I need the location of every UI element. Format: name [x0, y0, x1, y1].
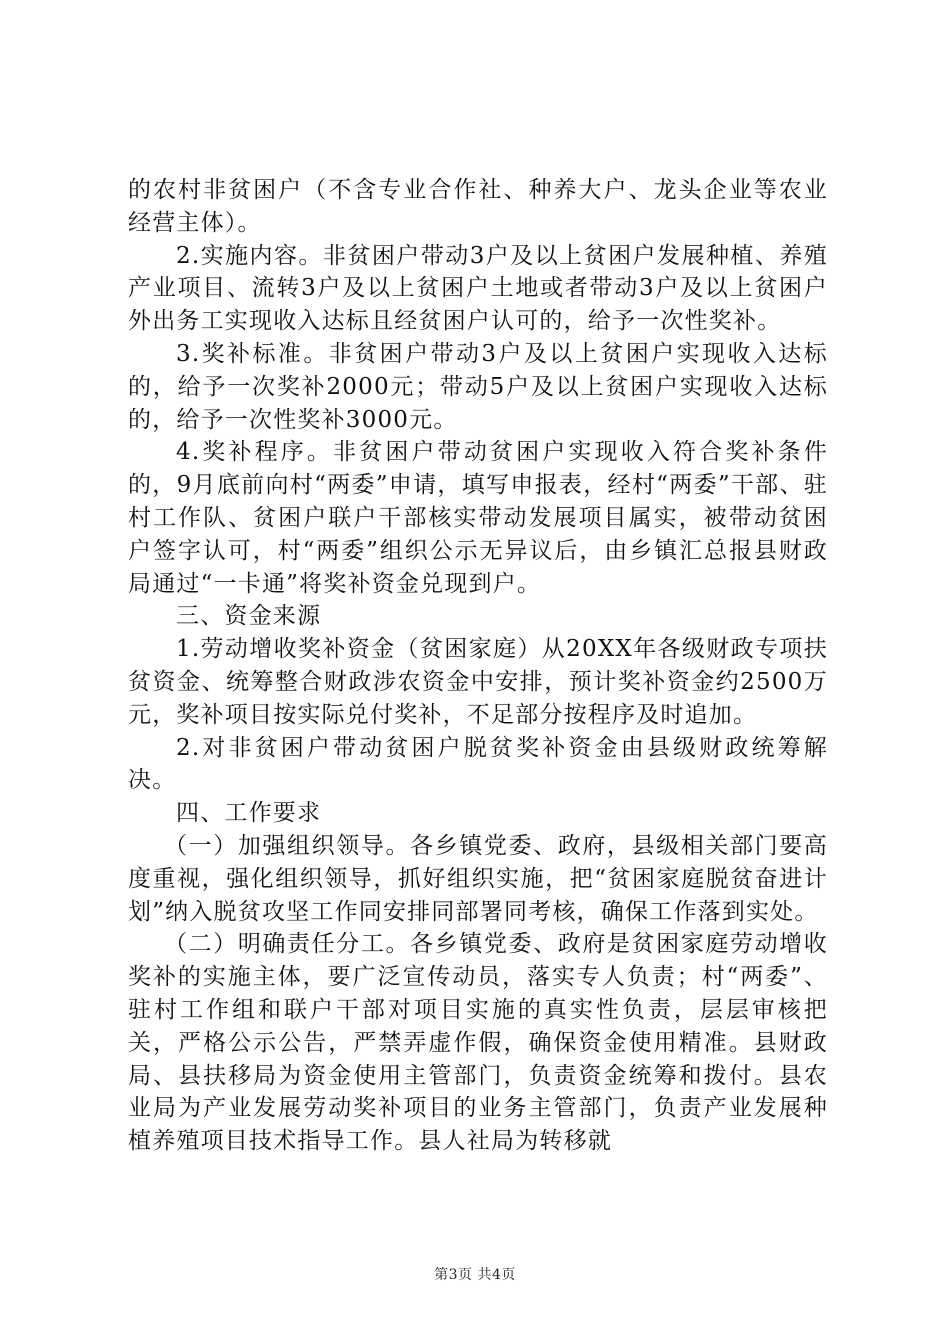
paragraph-reward-procedure: 4.奖补程序。非贫困户带动贫困户实现收入符合奖补条件的，9月底前向村“两委”申请，填写申报表，经村“两委”干部、驻村工作队、贫困户联户干部核实带动发展项目属实，被带动贫困户签字认可，村“两委”组织公示无异议后，由乡镇汇总报县财政局通过“一卡通”将奖补资金兑现到户。 — [128, 439, 828, 597]
paragraph-reward-standard: 3.奖补标准。非贫困户带动3户及以上贫困户实现收入达标的，给予一次奖补2000元；带动5户及以上贫困户实现收入达标的，给予一次性奖补3000元。 — [128, 340, 828, 433]
page-number-footer: 第3页 共4页 — [434, 1267, 516, 1283]
paragraph-continuation: 的农村非贫困户（不含专业合作社、种养大户、龙头企业等农业经营主体）。 — [128, 177, 828, 236]
paragraph-organization-leadership: （一）加强组织领导。各乡镇党委、政府，县级相关部门要高度重视，强化组织领导，抓好组织实施，把“贫困家庭脱贫奋进计划”纳入脱贫攻坚工作同安排同部署同考核，确保工作落到实处。 — [128, 832, 828, 925]
paragraph-responsibility-division: （二）明确责任分工。各乡镇党委、政府是贫困家庭劳动增收奖补的实施主体，要广泛宣传动员，落实专人负责；村“两委”、驻村工作组和联户干部对项目实施的真实性负责，层层审核把关，严格公示公告，严禁弄虚作假，确保资金使用精准。县财政局、县扶移局为资金使用主管部门，负责资金统筹和拨付。县农业局为产业发展劳动奖补项目的业务主管部门，负责产业发展种植养殖项目技术指导工作。县人社局为转移就 — [128, 931, 828, 1155]
document-body — [128, 174, 828, 1158]
paragraph-funding-1: 1.劳动增收奖补资金（贫困家庭）从20XX年各级财政专项扶贫资金、统筹整合财政涉农资金中安排，预计奖补资金约2500万元，奖补项目按实际兑付奖补，不足部分按程序及时追加。 — [128, 636, 828, 728]
paragraph-implementation-content: 2.实施内容。非贫困户带动3户及以上贫困户发展种植、养殖产业项目、流转3户及以上贫困户土地或者带动3户及以上贫困户外出务工实现收入达标且经贫困户认可的，给予一次性奖补。 — [128, 242, 828, 335]
section-heading-work-requirements: 四、工作要求 — [176, 800, 322, 827]
section-heading-funding-source: 三、资金来源 — [176, 603, 322, 630]
paragraph-funding-2: 2.对非贫困户带动贫困户脱贫奖补资金由县级财政统筹解决。 — [128, 734, 828, 794]
